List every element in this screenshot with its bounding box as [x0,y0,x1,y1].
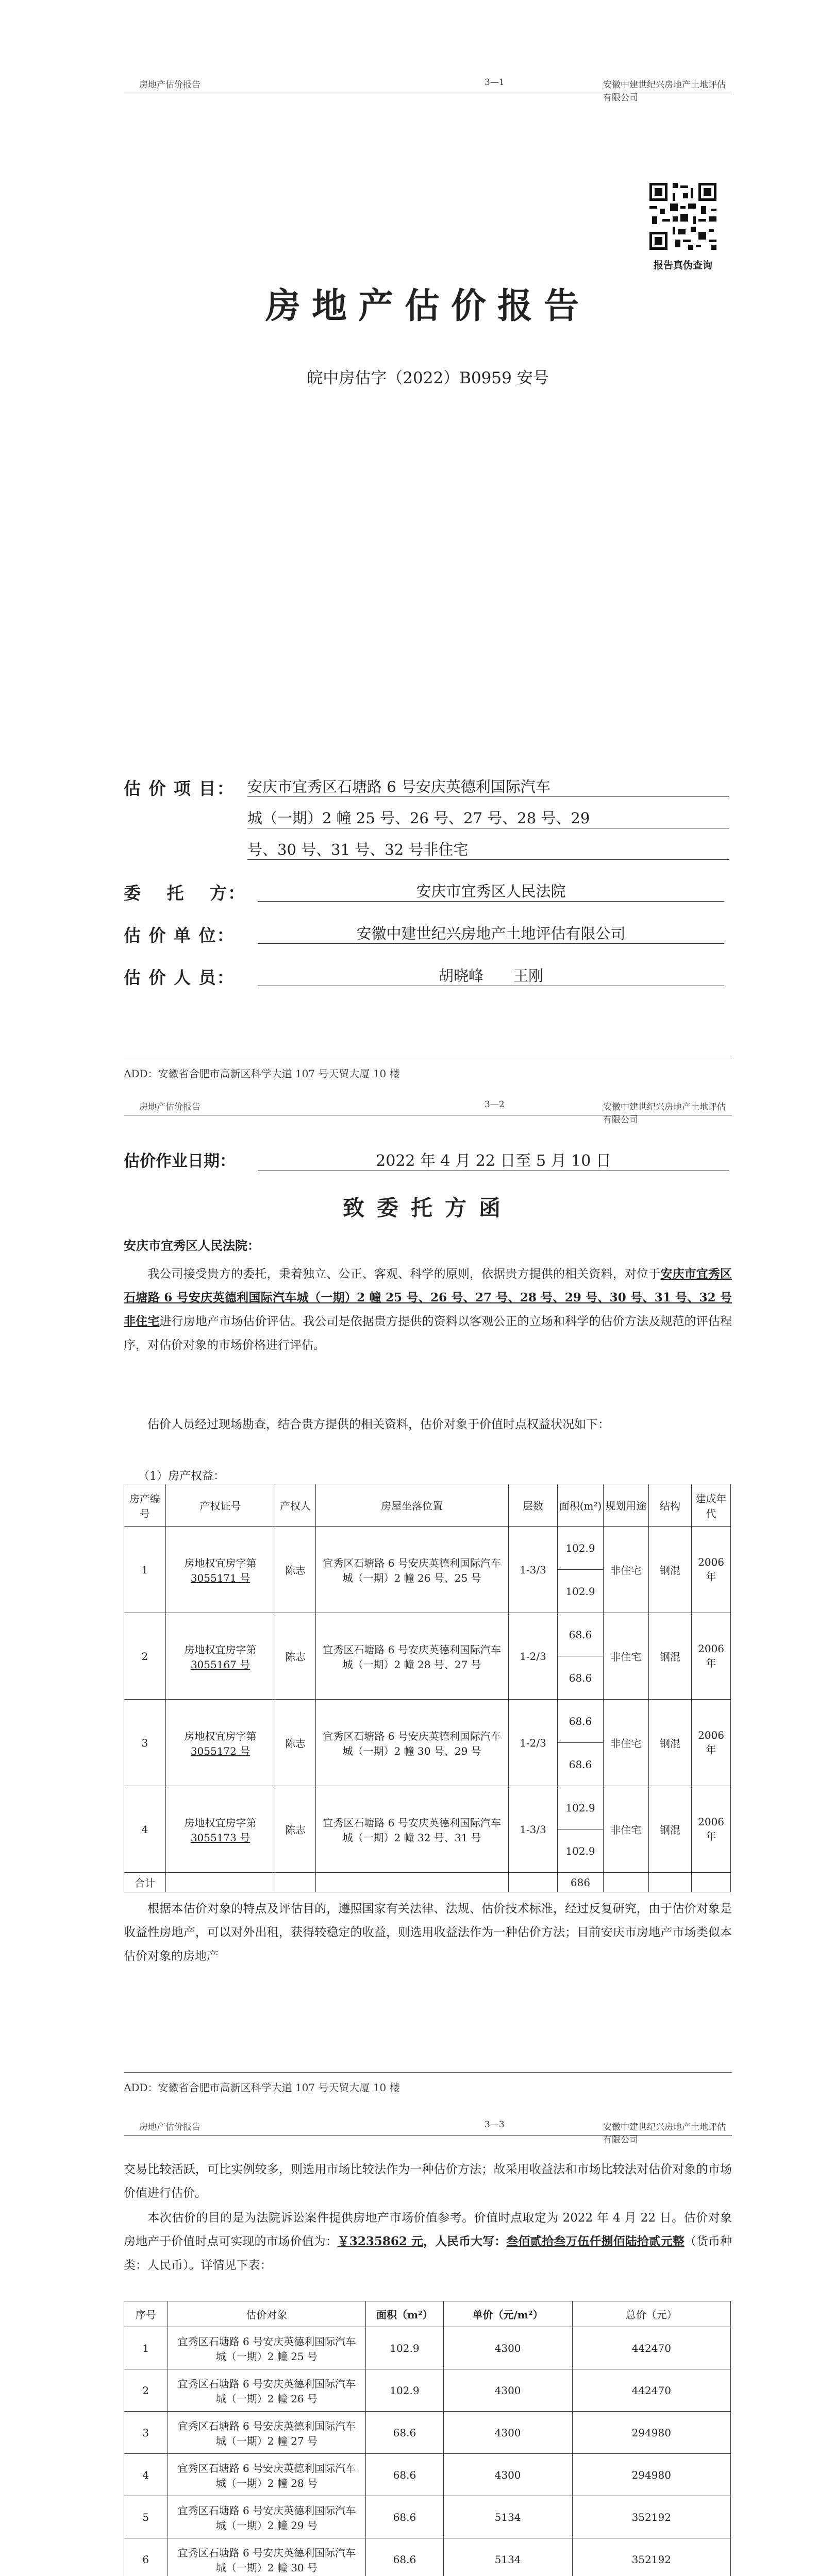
cell-floors: 1-3/3 [508,1786,558,1873]
value-amount-uppercase: 叁佰贰拾叁万伍仟捌佰陆拾贰元整 [506,2234,685,2248]
header-rule [124,2135,732,2136]
cell-owner: 陈志 [275,1700,315,1786]
col-header: 总价（元） [572,2301,730,2327]
cell-area: 102.9 [558,1786,603,1829]
table-header-row [124,2301,731,2327]
cell-unit-price: 4300 [443,2412,572,2454]
cell-total: 442470 [572,2327,730,2369]
cell-no: 6 [124,2538,168,2576]
cell-object: 宜秀区石塘路 6 号安庆英德利国际汽车城（一期）2 幢 30 号 [168,2538,366,2576]
cell-area: 68.6 [558,1656,603,1700]
page2-footer: ADD：安徽省合肥市高新区科学大道 107 号天贸大厦 10 楼 [124,2081,400,2094]
cell-use: 非住宅 [603,1613,648,1700]
table-row [124,1786,731,1829]
cell-structure: 钢混 [648,1786,691,1873]
table-row [124,2538,731,2576]
cert-number: 3055171 号 [190,1571,251,1584]
para1-text-a: 我公司接受贵方的委托，秉着独立、公正、客观、科学的原则，依据贵方提供的相关资料，对位于 [147,1267,661,1281]
cell-no: 3 [124,1700,166,1786]
cell-area: 68.6 [558,1743,603,1786]
cell-cert [165,1527,275,1613]
header-page-number: 3—3 [485,2120,505,2130]
cell-area: 68.6 [366,2538,443,2576]
cell-total: 352192 [572,2538,730,2576]
appraiser-org-value: 安徽中建世纪兴房地产土地评估有限公司 [258,922,724,944]
table-row [124,1527,731,1570]
header-page-number: 3—1 [485,77,505,88]
table-row [124,2327,731,2369]
cell-year: 2006 年 [692,1786,731,1873]
cell-no: 4 [124,1786,166,1873]
report-number: 皖中房估字（2022）B0959 安号 [307,369,549,387]
client-label: 委 托 方： [124,883,246,903]
work-date-label: 估价作业日期： [124,1152,236,1171]
table-row [124,1700,731,1743]
col-header: 结构 [648,1484,691,1527]
page1-header [124,77,732,103]
cert-prefix: 房地权宜房字第 [184,1556,257,1569]
cell-area: 68.6 [558,1613,603,1656]
letter-paragraph-5 [124,2206,732,2277]
cell-no: 2 [124,1613,166,1700]
project-label: 估 价 项 目： [124,778,235,799]
cell-area: 68.6 [366,2454,443,2496]
col-header: 规划用途 [603,1484,648,1527]
cell-cert [165,1613,275,1700]
project-value-line2: 城（一期）2 幢 25 号、26 号、27 号、28 号、29 [247,807,729,828]
cell-area: 102.9 [558,1829,603,1873]
cell-area: 102.9 [366,2369,443,2412]
addressee: 安庆市宜秀区人民法院： [124,1238,260,1253]
cell-no: 4 [124,2454,168,2496]
cell-no: 1 [124,1527,166,1613]
cert-number: 3055173 号 [190,1831,251,1844]
cell-location: 宜秀区石塘路 6 号安庆英德利国际汽车城（一期）2 幢 26 号、25 号 [315,1527,508,1613]
col-header: 序号 [124,2301,168,2327]
header-company: 安徽中建世纪兴房地产土地评估有限公司 [603,80,726,103]
letter-title: 致委托方函 [342,1195,513,1221]
cell-cert [165,1700,275,1786]
cell-unit-price: 4300 [443,2454,572,2496]
appraisers-label: 估 价 人 员： [124,968,235,988]
cell-owner: 陈志 [275,1527,315,1613]
col-header: 面积（m²） [366,2301,443,2327]
cell-owner: 陈志 [275,1786,315,1873]
cell-no: 5 [124,2496,168,2538]
header-doc-title: 房地产估价报告 [139,2122,201,2132]
appraiser-org-label: 估 价 单 位： [124,925,235,945]
cell-area: 102.9 [558,1527,603,1570]
footer-rule [124,2072,732,2073]
table-row [124,2369,731,2412]
col-header: 产权人 [275,1484,315,1527]
cell-year: 2006 年 [692,1613,731,1700]
letter-paragraph-3 [124,1897,732,1968]
cell-location: 宜秀区石塘路 6 号安庆英德利国际汽车城（一期）2 幢 28 号、27 号 [315,1613,508,1700]
cell-unit-price: 5134 [443,2496,572,2538]
para2-text: 估价人员经过现场勘查，结合贵方提供的相关资料，估价对象于价值时点权益状况如下： [147,1418,610,1431]
cell-year: 2006 年 [692,1527,731,1613]
col-header: 层数 [508,1484,558,1527]
cert-prefix: 房地权宜房字第 [184,1730,257,1742]
table-row [124,2496,731,2538]
cell-no: 3 [124,2412,168,2454]
col-header: 房产编号 [124,1484,166,1527]
cell-unit-price: 5134 [443,2538,572,2576]
table-row [124,1613,731,1656]
table-header-row [124,1484,731,1527]
project-value-line3: 号、30 号、31 号、32 号非住宅 [247,838,729,860]
value-amount: ￥3235862 元 [337,2234,423,2248]
cell-object: 宜秀区石塘路 6 号安庆英德利国际汽车城（一期）2 幢 26 号 [168,2369,366,2412]
cell-location: 宜秀区石塘路 6 号安庆英德利国际汽车城（一期）2 幢 30 号、29 号 [315,1700,508,1786]
col-header: 产权证号 [165,1484,275,1527]
cell-structure: 钢混 [648,1527,691,1613]
total-label: 合计 [124,1873,166,1892]
cell-cert [165,1786,275,1873]
cert-number: 3055167 号 [190,1658,251,1671]
page3-header [124,2120,732,2145]
cell-area: 102.9 [558,1570,603,1613]
cell-total: 294980 [572,2412,730,2454]
cell-object: 宜秀区石塘路 6 号安庆英德利国际汽车城（一期）2 幢 29 号 [168,2496,366,2538]
cell-location: 宜秀区石塘路 6 号安庆英德利国际汽车城（一期）2 幢 32 号、31 号 [315,1786,508,1873]
qr-caption: 报告真伪查询 [653,260,712,271]
para3-text: 根据本估价对象的特点及评估目的，遵照国家有关法律、法规、估价技术标准，经过反复研究，由于估价对象是收益性房地产，可以对外出租，获得较稳定的收益，则选用收益法作为一种估价方法；目前安庆市房地产市场类似本估价对象的房地产 [124,1902,732,1963]
cell-no: 2 [124,2369,168,2412]
cell-area: 102.9 [366,2327,443,2369]
col-header: 面积(m²) [558,1484,603,1527]
cell-total: 352192 [572,2496,730,2538]
cell-use: 非住宅 [603,1527,648,1613]
letter-paragraph-2 [124,1413,732,1436]
page1-footer: ADD：安徽省合肥市高新区科学大道 107 号天贸大厦 10 楼 [124,1067,400,1080]
para4-text: 交易比较活跃，可比实例较多，则选用市场比较法作为一种估价方法；故采用收益法和市场比较法对估价对象的市场价值进行估价。 [124,2163,732,2200]
letter-paragraph-4 [124,2158,732,2205]
cell-total: 294980 [572,2454,730,2496]
col-header: 房屋坐落位置 [315,1484,508,1527]
para5-text-b: ，人民币大写： [423,2234,507,2248]
letter-paragraph-1 [124,1262,732,1357]
property-rights-table [124,1484,731,1892]
cell-object: 宜秀区石塘路 6 号安庆英德利国际汽车城（一期）2 幢 27 号 [168,2412,366,2454]
cell-object: 宜秀区石塘路 6 号安庆英德利国际汽车城（一期）2 幢 28 号 [168,2454,366,2496]
cert-number: 3055172 号 [190,1744,251,1757]
valuation-table [124,2301,731,2576]
table-row [124,2454,731,2496]
cell-structure: 钢混 [648,1700,691,1786]
table-row [124,2412,731,2454]
qr-code-icon[interactable] [647,180,719,252]
cell-unit-price: 4300 [443,2369,572,2412]
cell-unit-price: 4300 [443,2327,572,2369]
para1-property-address: 安庆市宜秀区石塘路 6 号安庆英德利国际汽车城（一期）2 幢 25 号、26 号、27 号、28 号、29 号、30 号、31 号、32 号非住宅 [124,1267,732,1328]
header-page-number: 3—2 [485,1099,505,1110]
col-header: 估价对象 [168,2301,366,2327]
appraisers-value: 胡晓峰 王刚 [258,964,724,986]
table-total-row [124,1873,731,1892]
cert-prefix: 房地权宜房字第 [184,1816,257,1829]
cell-object: 宜秀区石塘路 6 号安庆英德利国际汽车城（一期）2 幢 25 号 [168,2327,366,2369]
para1-text-c: 进行房地产市场估价评估。我公司是依据贵方提供的资料以客观公正的立场和科学的估价方法及规范的评估程序，对估价对象的市场价格进行评估。 [124,1315,732,1352]
report-title: 房地产估价报告 [265,285,590,327]
work-date-value: 2022 年 4 月 22 日至 5 月 10 日 [258,1148,729,1171]
cert-prefix: 房地权宜房字第 [184,1643,257,1656]
cell-area: 68.6 [366,2496,443,2538]
col-header: 单价（元/m²） [443,2301,572,2327]
header-company: 安徽中建世纪兴房地产土地评估有限公司 [603,2122,726,2145]
cell-structure: 钢混 [648,1613,691,1700]
para5-text-a: 本次估价的目的是为法院诉讼案件提供房地产市场价值参考。价值时点取定为 2022 年 4 月 22 日。估价对象房地产于价值时点可实现的市场价值为： [124,2211,732,2248]
cell-use: 非住宅 [603,1786,648,1873]
cell-area: 68.6 [366,2412,443,2454]
cell-total: 442470 [572,2369,730,2412]
cell-floors: 1-3/3 [508,1527,558,1613]
client-value: 安庆市宜秀区人民法院 [258,880,724,902]
para5-text-c: （货币种类：人民币）。详情见下表： [124,2235,732,2272]
cell-floors: 1-2/3 [508,1700,558,1786]
col-header: 建成年代 [692,1484,731,1527]
header-doc-title: 房地产估价报告 [139,1102,201,1112]
cell-year: 2006 年 [692,1700,731,1786]
page2-header [124,1099,732,1125]
cell-owner: 陈志 [275,1613,315,1700]
header-doc-title: 房地产估价报告 [139,80,201,90]
project-value-line1: 安庆市宜秀区石塘路 6 号安庆英德利国际汽车 [247,775,729,797]
cell-area: 68.6 [558,1700,603,1743]
header-company: 安徽中建世纪兴房地产土地评估有限公司 [603,1102,726,1125]
cell-use: 非住宅 [603,1700,648,1786]
cell-floors: 1-2/3 [508,1613,558,1700]
total-area: 686 [558,1873,603,1892]
table-caption: （1）房产权益： [138,1470,225,1483]
cell-no: 1 [124,2327,168,2369]
